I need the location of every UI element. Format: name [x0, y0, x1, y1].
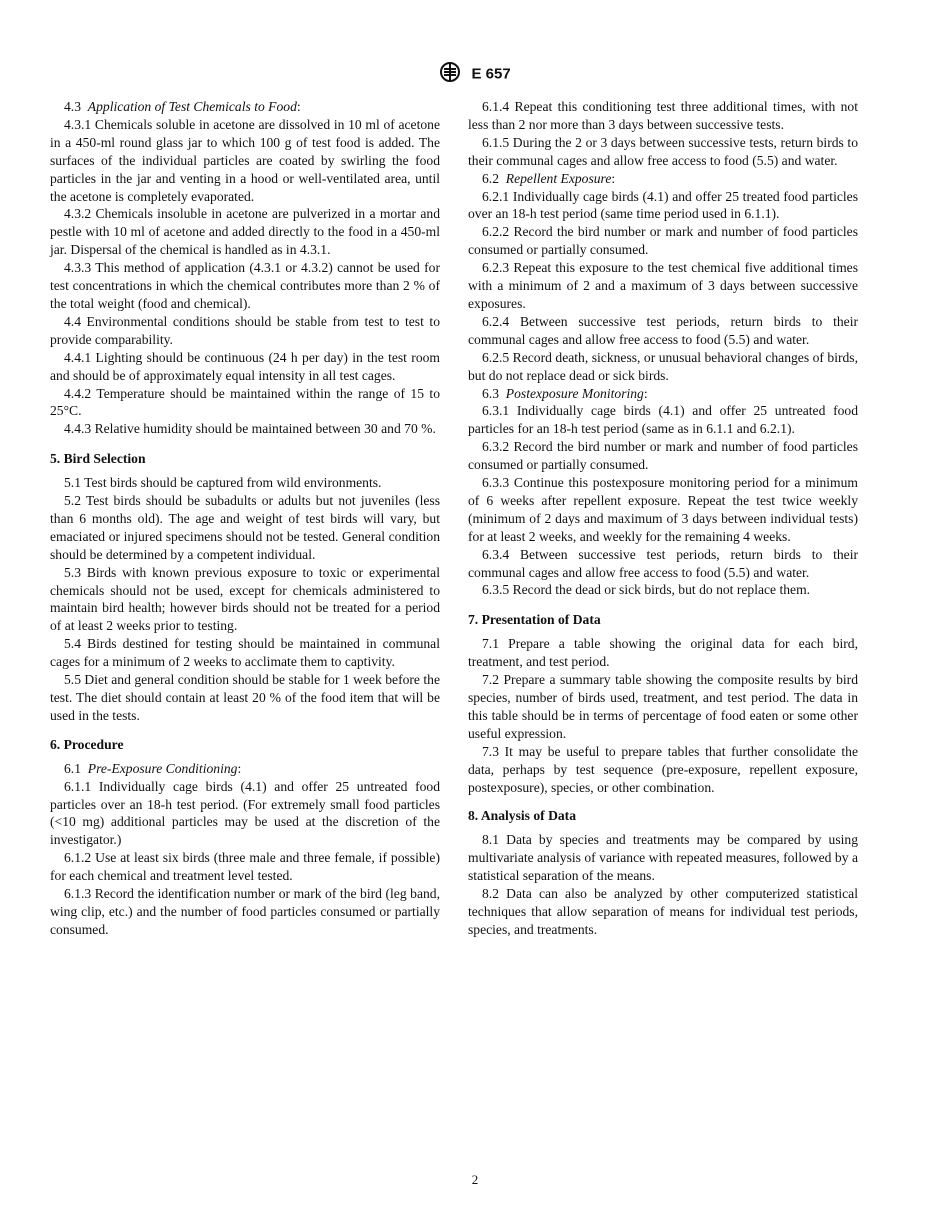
paragraph: 4.4.2 Temperature should be maintained within the range of 15 to 25°C. — [50, 385, 440, 419]
paragraph: 6.1.4 Repeat this conditioning test three additional times, with not less than 2 nor more than 3 days between successive tests. — [468, 99, 858, 132]
subsection-colon: : — [296, 99, 301, 114]
paragraph: 6.3.4 Between successive test periods, return birds to their communal cages and allow free access to food (5.5) and water. — [468, 546, 858, 580]
paragraph: 5.2 Test birds should be subadults or adults but not juveniles (less than 6 months old). The age and weight of test birds will vary, but emaciated or injured specimens should not be tested. General condition should be determined by a competent individual. — [50, 493, 440, 562]
paragraph: 6.2.3 Repeat this exposure to the test chemical five additional times with a minimum of 2 and a maximum of 3 days between successive exposures. — [468, 260, 858, 311]
paragraph: 5.4 Birds destined for testing should be maintained in communal cages for a minimum of 2 weeks to acclimate them to captivity. — [50, 636, 440, 670]
paragraph: 6.3.1 Individually cage birds (4.1) and offer 25 untreated food particles for an 18-h test period (same as in 6.1.1 and 6.2.1). — [468, 403, 858, 437]
standard-designation: E 657 — [471, 65, 511, 83]
section-heading: 8. Analysis of Data — [468, 808, 577, 824]
section-heading: 6. Procedure — [50, 736, 124, 752]
paragraph: 8.2 Data can also be analyzed by other computerized statistical techniques that allow separation of means for individual test periods, species, and treatments. — [468, 886, 858, 937]
subsection-colon: : — [611, 170, 616, 186]
paragraph: 6.2.5 Record death, sickness, or unusual behavioral changes of birds, but do not replace dead or sick birds. — [468, 349, 858, 383]
paragraph: 6.2.1 Individually cage birds (4.1) and offer 25 treated food particles over an 18-h test period (same time period used in 6.1.1). — [468, 188, 858, 222]
paragraph: 4.4.3 Relative humidity should be maintained between 30 and 70 %. — [64, 421, 436, 437]
subsection-title: Application of Test Chemicals to Food — [87, 99, 297, 114]
paragraph: 6.1.5 During the 2 or 3 days between successive tests, return birds to their communal cages and allow free access to food (5.5) and water. — [468, 134, 858, 168]
paragraph: 6.2.2 Record the bird number or mark and number of food particles consumed or partially consumed. — [468, 224, 858, 258]
subsection-number: 6.3 — [482, 385, 499, 401]
subsection-colon: : — [237, 760, 242, 776]
subsection-heading — [468, 385, 858, 403]
paragraph: 6.3.5 Record the dead or sick birds, but do not replace them. — [482, 582, 811, 598]
subsection-title: Postexposure Monitoring — [505, 385, 644, 401]
paragraph: 6.1.2 Use at least six birds (three male and three female, if possible) for each chemical and treatment level tested. — [50, 850, 440, 884]
paragraph: 4.3.2 Chemicals insoluble in acetone are pulverized in a mortar and pestle with 10 ml of acetone and added directly to the food in a 450-ml jar. Dispersal of the chemical is handled as in 4.3.1. — [50, 206, 440, 258]
section-heading: 5. Bird Selection — [50, 451, 146, 467]
paragraph: 5.1 Test birds should be captured from wild environments. — [64, 475, 382, 491]
subsection-colon: : — [643, 385, 648, 401]
right-column — [468, 98, 858, 939]
subsection-number: 6.1 — [64, 760, 81, 776]
paragraph: 5.5 Diet and general condition should be stable for 1 week before the test. The diet should contain at least 20 % of the food item that will be used in the tests. — [50, 672, 440, 723]
subsection-number: 4.3 — [64, 99, 81, 114]
astm-logo-icon — [439, 62, 461, 86]
paragraph: 6.1.3 Record the identification number or mark of the bird (leg band, wing clip, etc.) and the number of food particles consumed or partially consumed. — [50, 886, 440, 937]
paragraph: 7.2 Prepare a summary table showing the composite results by bird species, number of birds used, treatment, and test period. The data in this table should be in terms of percentage of food eaten or some other useful expression. — [468, 672, 858, 741]
page-header — [0, 62, 950, 86]
paragraph: 5.3 Birds with known previous exposure to toxic or experimental chemicals should not be used, except for chemicals administered to maintain bird health; however birds should not be treated for a period of at least 2 weeks prior to testing. — [50, 564, 440, 634]
paragraph: 4.4.1 Lighting should be continuous (24 h per day) in the test room and should be of approximately equal intensity in all test cages. — [50, 349, 440, 383]
paragraph: 7.1 Prepare a table showing the original data for each bird, treatment, and test period. — [468, 636, 858, 670]
paragraph: 6.1.1 Individually cage birds (4.1) and offer 25 untreated food particles over an 18-h test period. (For extremely small food particles (<10 mg) additional particles may be used at the discretion of the investigator.) — [50, 778, 440, 848]
section-heading: 7. Presentation of Data — [468, 612, 601, 628]
paragraph: 8.1 Data by species and treatments may be compared by using multivariate analysis of variance with repeated measures, followed by a statistical separation of the means. — [468, 832, 858, 884]
subsection-heading — [468, 170, 858, 188]
subsection-title: Pre-Exposure Conditioning — [87, 760, 238, 776]
paragraph: 4.3.1 Chemicals soluble in acetone are dissolved in 10 ml of acetone in a 450-ml round glass jar to which 100 g of test food is added. The surfaces of the individual particles are coated by swirling the food particles in the jar and venting in a hood or well-ventilated area, until the acetone is completely evaporated. — [50, 116, 440, 204]
paragraph: 7.3 It may be useful to prepare tables that further consolidate the data, perhaps by test sequence (pre-exposure, repellent exposure, postexposure), species, or other combination. — [468, 743, 858, 795]
paragraph: 6.3.3 Continue this postexposure monitoring period for a minimum of 6 weeks after repellent exposure. Repeat the test twice weekly (minimum of 2 days and maximum of 3 days between individual tests) for at least 2 weeks, and weekly for the remaining 4 weeks. — [468, 475, 858, 544]
paragraph: 6.3.2 Record the bird number or mark and number of food particles consumed or partially consumed. — [468, 439, 858, 473]
paragraph: 4.3.3 This method of application (4.3.1 or 4.3.2) cannot be used for test concentrations in which the chemical contributes more than 2 % of the total weight (food and chemical). — [50, 260, 440, 311]
subsection-heading — [50, 760, 440, 778]
paragraph: 6.2.4 Between successive test periods, return birds to their communal cages and allow free access to food (5.5) and water. — [468, 313, 858, 347]
subsection-title: Repellent Exposure — [505, 170, 612, 186]
left-column — [50, 98, 440, 939]
page-number: 2 — [471, 1172, 479, 1187]
subsection-heading — [50, 98, 440, 116]
paragraph: 4.4 Environmental conditions should be stable from test to test to provide comparability. — [50, 313, 440, 347]
subsection-number: 6.2 — [482, 170, 499, 186]
